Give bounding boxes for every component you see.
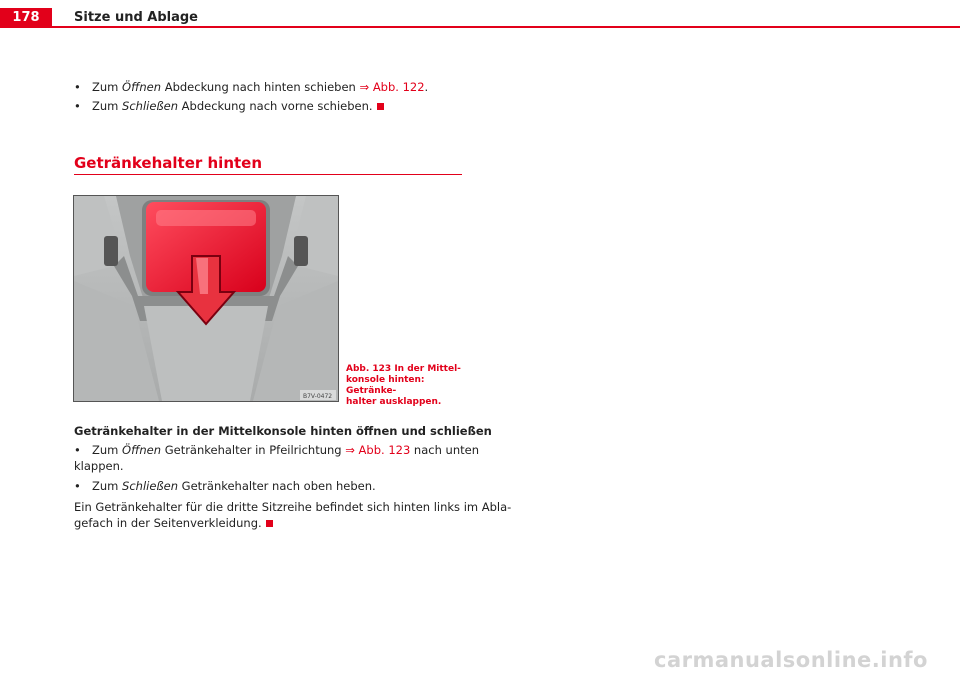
ref-arrow-icon: ⇒ [359,80,370,94]
subheading: Getränkehalter in der Mittelkonsole hinten öffnen und schließen [74,424,492,438]
ref-arrow-icon: ⇒ [345,443,355,457]
chapter-title: Sitze und Ablage [74,10,199,25]
step-close: • Zum Schließen Getränkehalter nach oben heben. [74,479,376,493]
intro-close-text: Zum Schließen Abdeckung nach vorne schieben. [92,98,384,114]
step-open: • Zum Öffnen Getränkehalter in Pfeilrichtung ⇒ Abb. 123 nach unten klappen. [74,443,479,473]
figure-link-123[interactable]: Abb. 123 [358,443,411,457]
page-number: 178 [0,8,52,28]
figure-caption: Abb. 123 In der Mittel- konsole hinten: Getränke- halter ausklappen. [346,364,461,407]
intro-bullet-open [74,79,428,95]
end-mark-icon [266,520,273,527]
figure-cupholder [73,195,339,402]
section-title: Getränkehalter hinten [74,154,263,172]
bullet-icon: • [74,80,81,94]
figure-code: B7V-0472 [303,393,333,400]
bullet-icon: • [74,99,81,113]
bullet-icon: • [74,479,81,493]
third-row-paragraph: Ein Getränkehalter für die dritte Sitzreihe befindet sich hinten links im Abla- gefach in der Seitenverkleidung. [74,500,512,530]
intro-bullet-close [74,98,384,114]
header-rule [52,26,960,28]
bullet-icon: • [74,443,81,457]
section-rule [74,174,462,175]
figure-link-122[interactable]: Abb. 122 [372,80,425,94]
end-mark-icon [377,103,384,110]
cupholder-illustration [74,196,338,401]
page-header [0,0,960,28]
intro-open-text: Zum Öffnen Abdeckung nach hinten schieben ⇒ Abb. 122. [92,80,429,94]
watermark: carmanualsonline.info [654,648,928,672]
